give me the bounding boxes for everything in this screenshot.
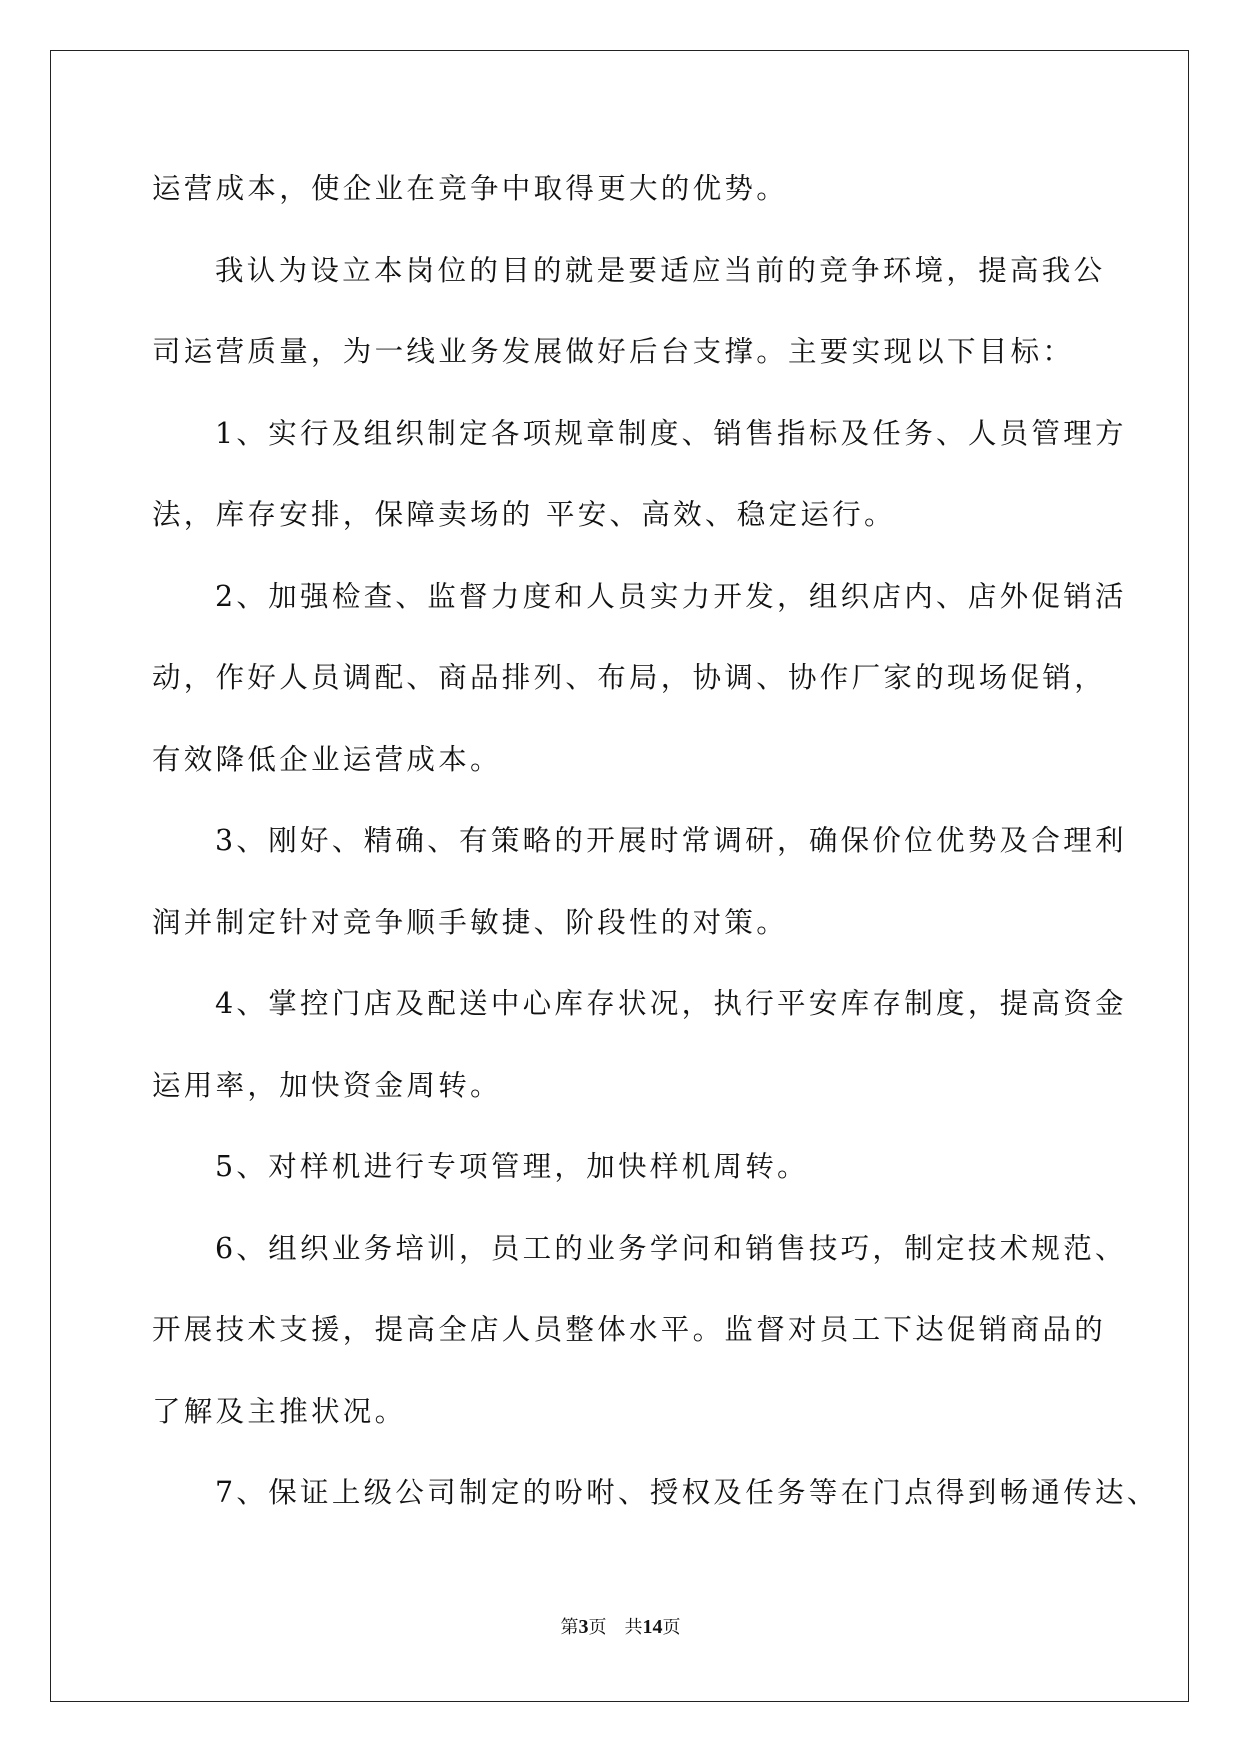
page-suffix: 页 [588, 1617, 607, 1638]
page-footer [0, 1615, 1241, 1640]
text-line: 运营成本，使企业在竞争中取得更大的优势。 [152, 172, 789, 205]
text-line: 6、组织业务培训，员工的业务学问和销售技巧，制定技术规范、 [215, 1231, 1127, 1265]
text-line: 4、掌控门店及配送中心库存状况，执行平安库存制度，提高资金 [215, 987, 1127, 1020]
current-page-number: 3 [578, 1616, 589, 1638]
total-prefix: 共 [624, 1617, 643, 1638]
text-line: 7、保证上级公司制定的吩咐、授权及任务等在门点得到畅通传达、 [215, 1476, 1159, 1509]
text-line: 了解及主推状况。 [152, 1394, 407, 1428]
text-line: 我认为设立本岗位的目的就是要适应当前的竞争环境，提高我公 [215, 253, 1106, 287]
text-line: 开展技术支援，提高全店人员整体水平。监督对员工下达促销商品的 [152, 1313, 1107, 1346]
text-line: 润并制定针对竞争顺手敏捷、阶段性的对策。 [152, 905, 789, 939]
text-line: 3、刚好、精确、有策略的开展时常调研，确保价位优势及合理利 [215, 824, 1127, 857]
page-prefix: 第 [560, 1617, 579, 1638]
text-line: 2、加强检查、监督力度和人员实力开发，组织店内、店外促销活 [215, 579, 1127, 613]
document-body [152, 164, 1159, 1550]
text-line: 1、实行及组织制定各项规章制度、销售指标及任务、人员管理方 [215, 416, 1127, 450]
total-page-number: 14 [642, 1616, 663, 1638]
text-line: 司运营质量，为一线业务发展做好后台支撑。主要实现以下目标： [152, 335, 1075, 368]
text-line: 有效降低企业运营成本。 [152, 742, 502, 776]
text-line: 法，库存安排，保障卖场的 平安、高效、稳定运行。 [152, 498, 896, 531]
text-line: 动，作好人员调配、商品排列、布局，协调、协作厂家的现场促销， [152, 661, 1107, 694]
text-line: 运用率，加快资金周转。 [152, 1068, 502, 1102]
total-suffix: 页 [662, 1617, 681, 1638]
text-line: 5、对样机进行专项管理，加快样机周转。 [215, 1150, 809, 1183]
